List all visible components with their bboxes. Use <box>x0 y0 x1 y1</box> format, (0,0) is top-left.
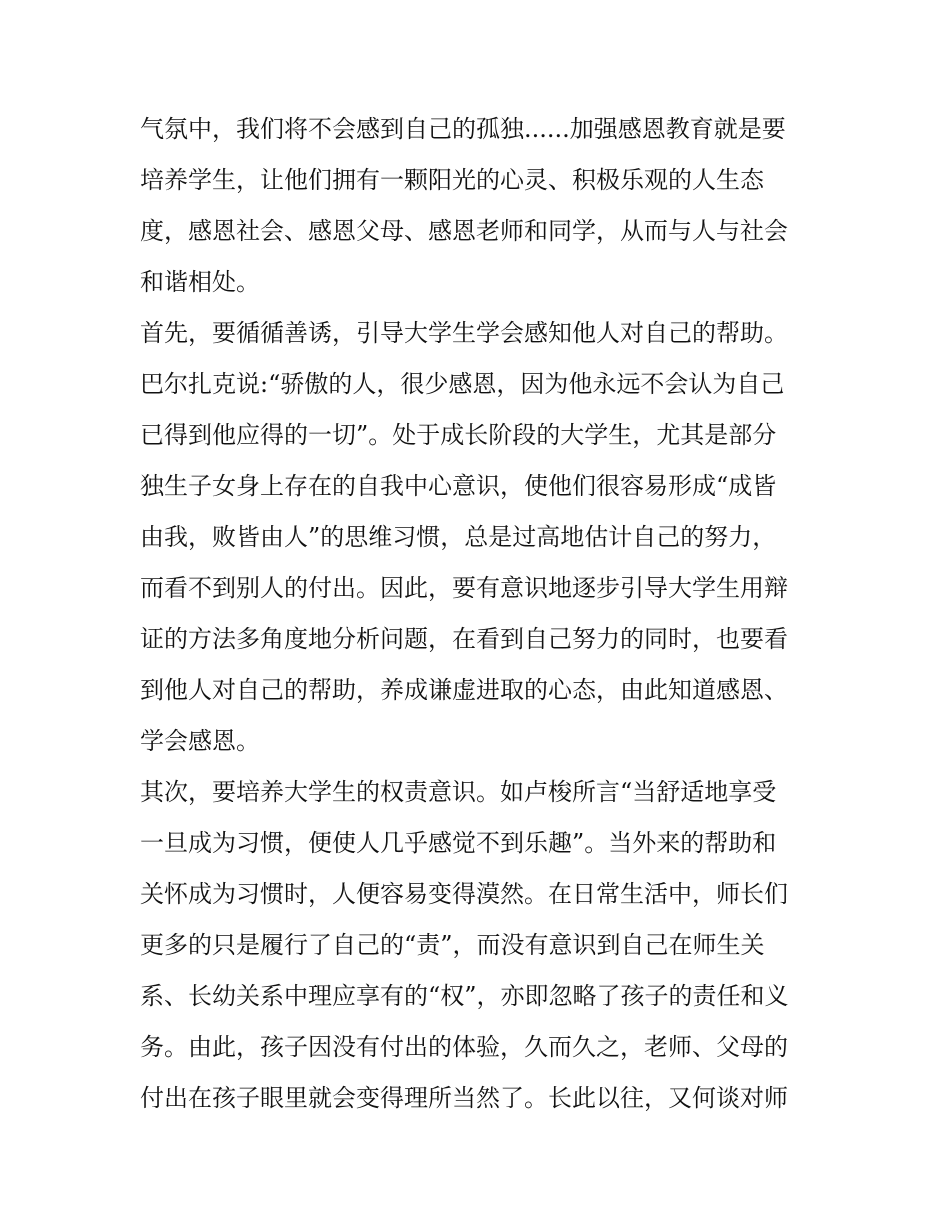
text-line: 付出在孩子眼里就会变得理所当然了。长此以往，又何谈对师 <box>140 1084 788 1112</box>
text-line: 务。由此，孩子因没有付出的体验，久而久之，老师、父母的 <box>140 1033 788 1061</box>
text-line: 而看不到别人的付出。因此，要有意识地逐步引导大学生用辩 <box>140 574 788 602</box>
text-line: 首先，要循循善诱，引导大学生学会感知他人对自己的帮助。 <box>140 319 788 347</box>
text-line: 和谐相处。 <box>140 268 260 296</box>
text-line: 关怀成为习惯时，人便容易变得漠然。在日常生活中，师长们 <box>140 880 788 908</box>
text-line: 巴尔扎克说:“骄傲的人，很少感恩，因为他永远不会认为自己 <box>140 370 785 398</box>
text-line: 一旦成为习惯，便使人几乎感觉不到乐趣”。当外来的帮助和 <box>140 829 777 857</box>
text-line: 由我，败皆由人”的思维习惯，总是过高地估计自己的努力， <box>140 523 777 551</box>
text-line: 证的方法多角度地分析问题，在看到自己努力的同时，也要看 <box>140 625 788 653</box>
text-line: 其次，要培养大学生的权责意识。如卢梭所言“当舒适地享受 <box>140 778 777 806</box>
body-text <box>140 104 820 1124</box>
text-line: 气氛中，我们将不会感到自己的孤独......加强感恩教育就是要 <box>140 115 786 143</box>
text-line: 系、长幼关系中理应享有的“权”，亦即忽略了孩子的责任和义 <box>140 982 789 1010</box>
text-line: 培养学生，让他们拥有一颗阳光的心灵、积极乐观的人生态 <box>140 166 764 194</box>
text-line: 更多的只是履行了自己的“责”，而没有意识到自己在师生关 <box>140 931 765 959</box>
text-line: 已得到他应得的一切”。处于成长阶段的大学生，尤其是部分 <box>140 421 777 449</box>
text-line: 独生子女身上存在的自我中心意识，使他们很容易形成“成皆 <box>140 472 777 500</box>
text-line: 学会感恩。 <box>140 727 260 755</box>
text-line: 度，感恩社会、感恩父母、感恩老师和同学，从而与人与社会 <box>140 217 788 245</box>
text-line: 到他人对自己的帮助，养成谦虚进取的心态，由此知道感恩、 <box>140 676 788 704</box>
